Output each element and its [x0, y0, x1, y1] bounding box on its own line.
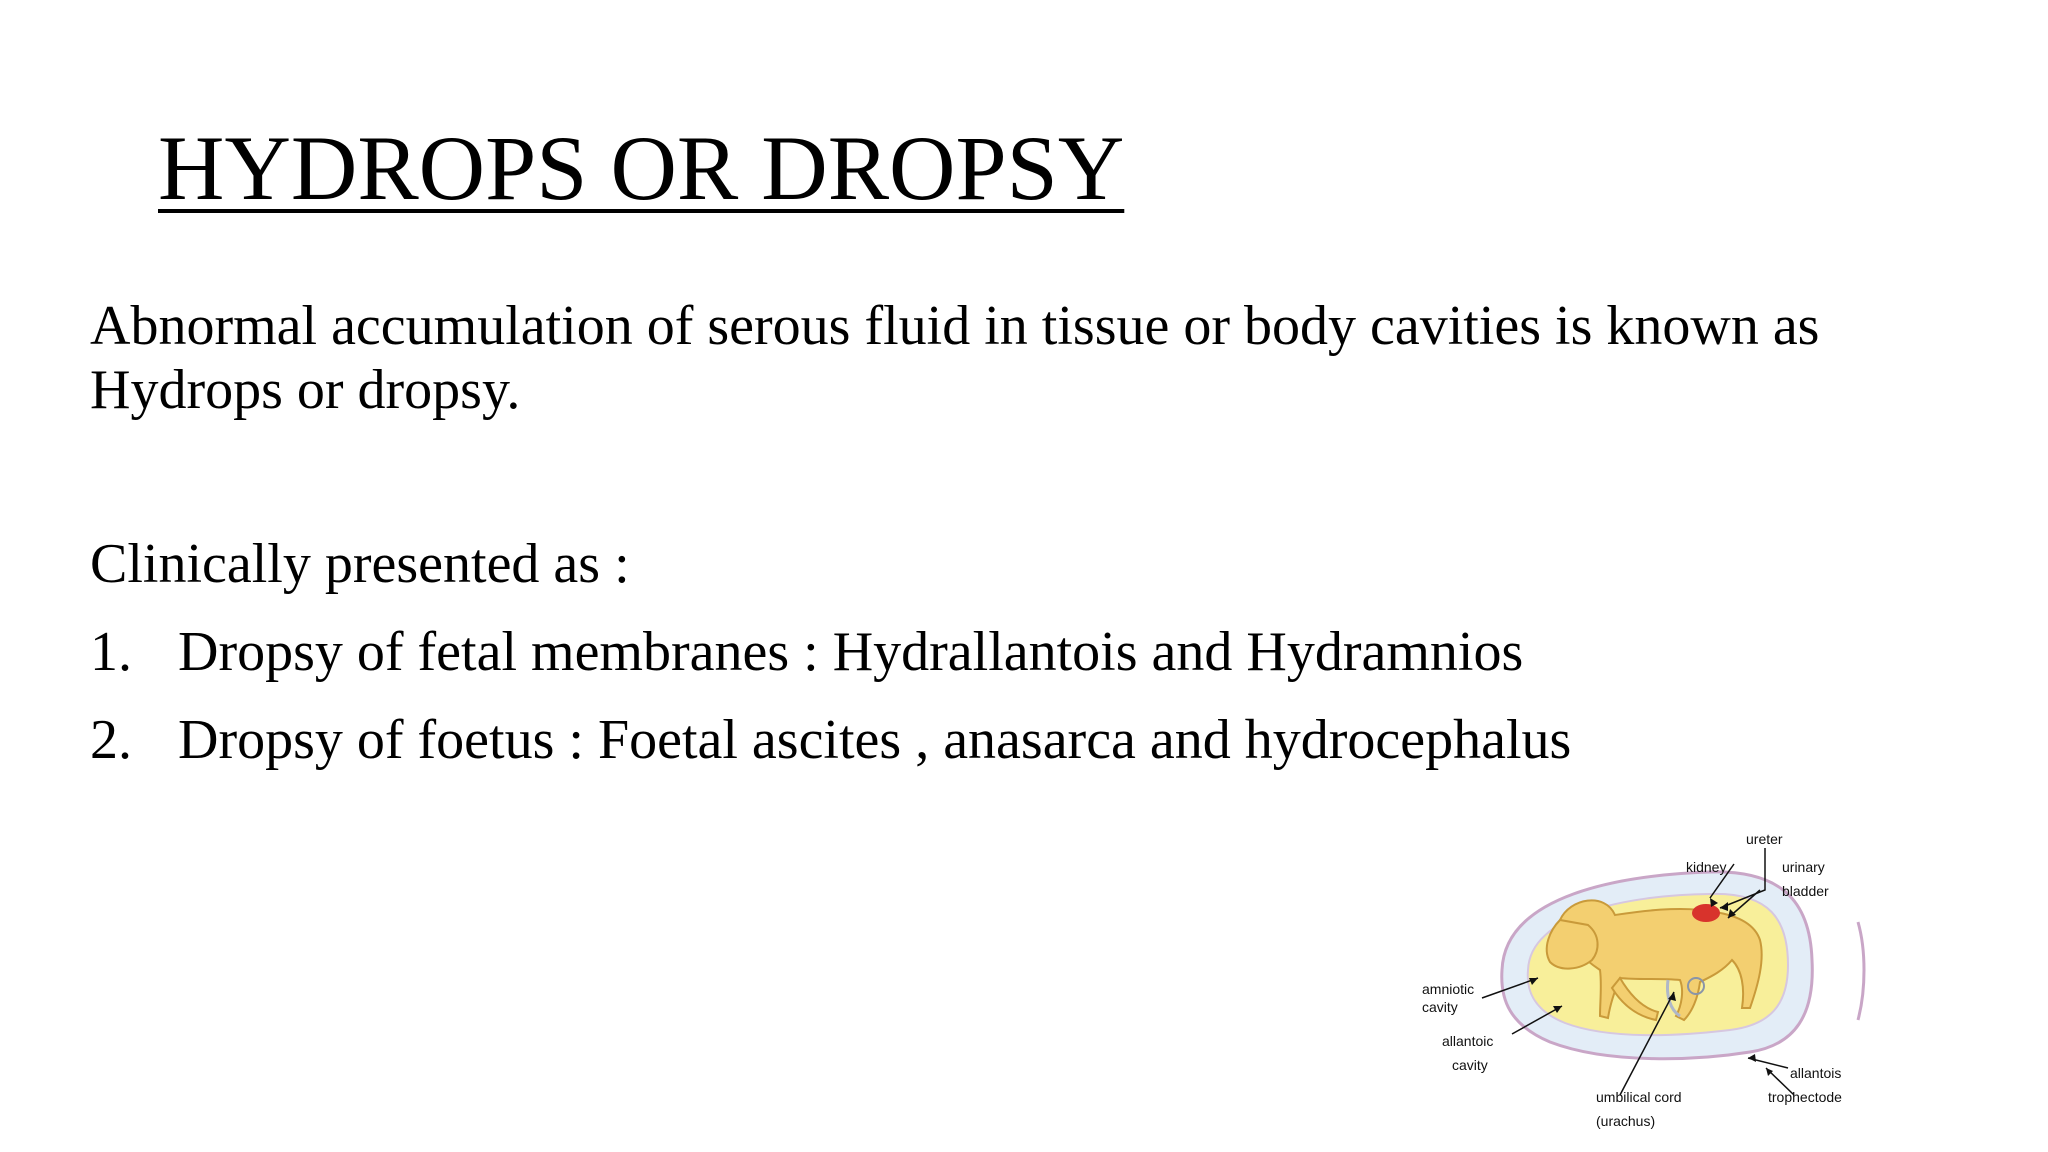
list-text: Dropsy of foetus : Foetal ascites , anasarca and hydrocephalus: [178, 709, 1572, 771]
label-ureter: ureter: [1746, 831, 1783, 847]
label-urinary: urinary: [1782, 859, 1825, 875]
label-trophectoderm: trophectode: [1768, 1089, 1842, 1105]
label-umbilical-cord: umbilical cord: [1596, 1089, 1682, 1105]
label-amniotic-cavity: cavity: [1422, 999, 1458, 1015]
label-allantois: allantois: [1790, 1065, 1842, 1081]
list-item: [90, 708, 1571, 772]
presented-label: Clinically presented as :: [90, 533, 630, 595]
diagram-svg: [1410, 820, 1870, 1140]
fetus-head: [1547, 920, 1598, 969]
fetal-membranes-diagram: [1410, 820, 1870, 1140]
presentation-list: [90, 620, 1571, 796]
label-urachus: (urachus): [1596, 1113, 1656, 1129]
slide-title: HYDROPS OR DROPSY: [158, 117, 1125, 219]
intro-paragraph: Abnormal accumulation of serous fluid in tissue or body cavities is known as Hydrops or dropsy.: [90, 295, 1820, 421]
label-bladder: bladder: [1782, 883, 1829, 899]
label-allantoic: allantoic: [1442, 1033, 1494, 1049]
label-kidney: kidney: [1686, 859, 1727, 875]
list-text: Dropsy of fetal membranes : Hydrallantois and Hydramnios: [178, 621, 1524, 683]
right-edge-arc: [1858, 922, 1864, 1020]
kidney-shape: [1692, 904, 1720, 922]
list-number: 2.: [90, 709, 132, 771]
label-allantoic-cavity: cavity: [1452, 1057, 1488, 1073]
list-number: 1.: [90, 621, 132, 683]
label-amniotic: amniotic: [1422, 981, 1475, 997]
list-item: [90, 620, 1571, 684]
